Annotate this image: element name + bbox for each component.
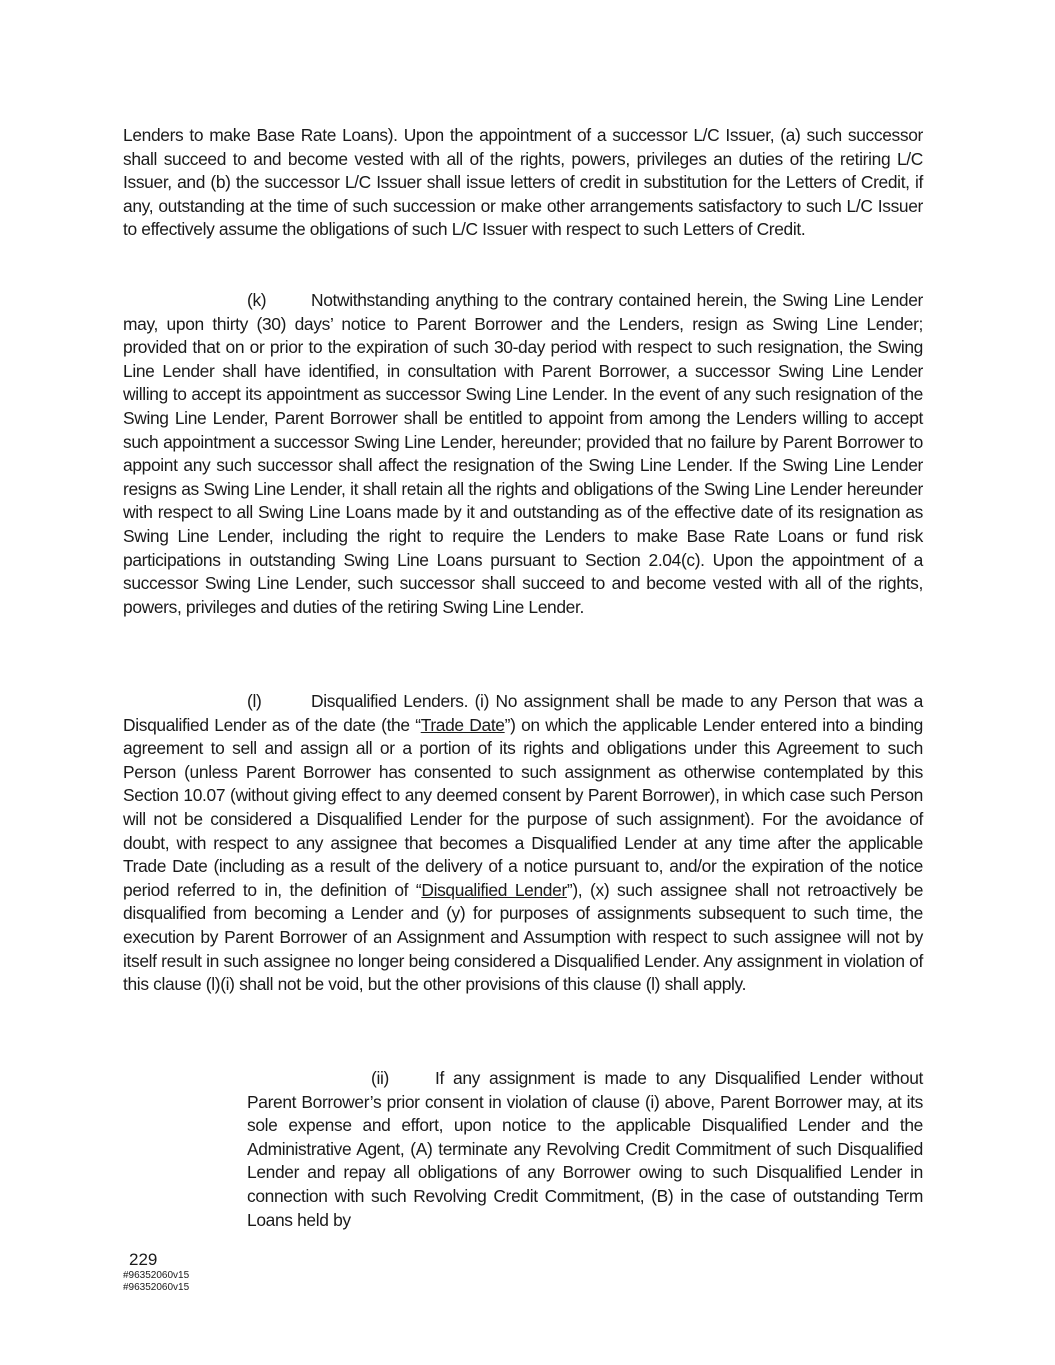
paragraph-k-swing-line-lender-resignation — [123, 289, 923, 619]
clause-l-text-part-2: ”) on which the applicable Lender entered into a binding agreement to sell and assign all or a portion of its rights and obligations under this Agreement to such Person (unless Parent Borrower has consented to such assignment as otherwise contemplated by this Section 10.07 (without giving effect to any deemed consent by Parent Borrower), in which case such Person will not be considered a Disqualified Lender for the purpose of such assignment). For the avoidance of doubt, with respect to any assignee that becomes a Disqualified Lender at any time after the applicable Trade Date (including as a result of the delivery of a notice pursuant to, and/or the expiration of the notice period referred to in, the definition of “ — [123, 714, 923, 900]
paragraph-l-disqualified-lenders — [123, 690, 923, 997]
clause-label-l: (l) — [247, 691, 262, 711]
paragraph-ii-assignment-to-disqualified-lender — [247, 1067, 923, 1232]
page-number: 229 — [129, 1250, 158, 1269]
paragraph-lc-issuer-succession: Lenders to make Base Rate Loans). Upon the appointment of a successor L/C Issuer, (a) such successor shall succeed to and become vested with all of the rights, powers, privileges an duties of the retiring L/C Issuer, and (b) the successor L/C Issuer shall issue letters of credit in substitution for the Letters of Credit, if any, outstanding at the time of such succession or make other arrangements satisfactory to such L/C Issuer to effectively assume the obligations of such L/C Issuer with respect to such Letters of Credit. — [123, 125, 923, 240]
clause-label-k: (k) — [247, 290, 267, 310]
clause-ii-text: If any assignment is made to any Disqualified Lender without Parent Borrower’s prior consent in violation of clause (i) above, Parent Borrower may, at its sole expense and effort, upon notice to the applicable Disqualified Lender and the Administrative Agent, (A) terminate any Revolving Credit Commitment of such Disqualified Lender and repay all obligations of any Borrower owing to such Disqualified Lender in connection with such Revolving Credit Commitment, (B) in the case of outstanding Term Loans held by — [247, 1068, 923, 1230]
page-footer — [123, 1250, 189, 1294]
clause-label-ii: (ii) — [371, 1068, 389, 1088]
document-id: #96352060v15 — [123, 1270, 190, 1281]
clause-l-text-part-3: ”), (x) such assignee shall not retroactively be disqualified from becoming a Lender and (y) for purposes of assignments subsequent to such time, the execution by Parent Borrower of an Assignment and Assumption with respect to such assignee will not by itself result in such assignee no longer being considered a Disqualified Lender. Any assignment in violation of this clause (l)(i) shall not be void, but the other provisions of this clause (l) shall apply. — [123, 879, 924, 995]
clause-l-text-part-1: Disqualified Lenders. (i) No assignment shall be made to any Person that was a Disqualified Lender as of the date (the “ — [123, 691, 923, 735]
defined-term-trade-date: Trade Date — [420, 714, 505, 735]
clause-k-text: Notwithstanding anything to the contrary contained herein, the Swing Line Lender may, upon thirty (30) days’ notice to Parent Borrower and the Lenders, resign as Swing Line Lender; provided that on or prior to the expiration of such 30-day period with respect to such resignation, the Swing Line Lender shall have identified, in consultation with Parent Borrower, a successor Swing Line Lender willing to accept its appointment as successor Swing Line Lender. In the event of any such resignation of the Swing Line Lender, Parent Borrower shall be entitled to appoint from among the Lenders willing to accept such appointment a successor Swing Line Lender, hereunder; provided that no failure by Parent Borrower to appoint any such successor shall affect the resignation of the Swing Line Lender. If the Swing Line Lender resigns as Swing Line Lender, it shall retain all the rights and obligations of the Swing Line Lender hereunder with respect to all Swing Line Loans made by it and outstanding as of the effective date of its resignation as Swing Line Lender, including the right to require the Lenders to make Base Rate Loans or fund risk participations in outstanding Swing Line Loans pursuant to Section 2.04(c). Upon the appointment of a successor Swing Line Lender, such successor shall succeed to and become vested with all of the rights, powers, privileges and duties of the retiring Swing Line Lender. — [123, 290, 923, 617]
defined-term-disqualified-lender: Disqualified Lender — [421, 879, 567, 900]
document-id: #96352060v15 — [123, 1282, 190, 1293]
